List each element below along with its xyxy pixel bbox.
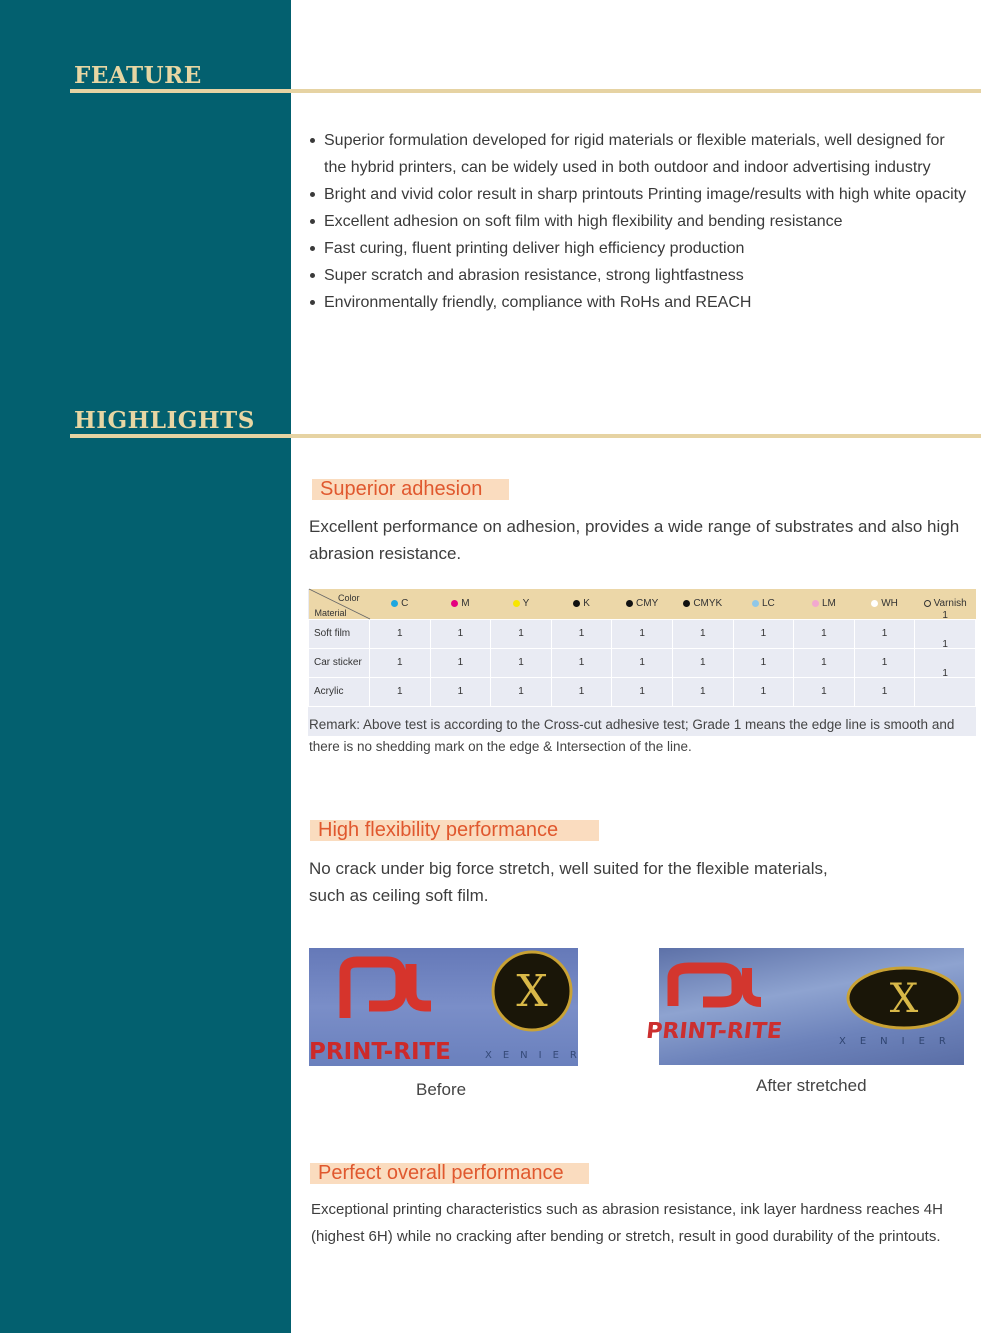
color-dot-icon xyxy=(451,600,458,607)
overall-text: Exceptional printing characteristics such as abrasion resistance, ink layer hardness reaches 4H (highest 6H) while no cracking after bending or stretch, result in good durability of the printouts. xyxy=(311,1201,943,1245)
color-dot-icon xyxy=(812,600,819,607)
highlights-title: HIGHLIGHTS xyxy=(74,407,255,434)
feature-item: Bright and vivid color result in sharp printouts Printing image/results with high white opacity xyxy=(309,181,969,208)
grade-cell: 1 xyxy=(370,677,431,706)
corner-material-label: Material xyxy=(314,607,347,618)
svg-text:PRINT-RITE: PRINT-RITE xyxy=(644,1019,784,1044)
color-dot-icon xyxy=(871,600,878,607)
col-header-cmyk: CMYK xyxy=(672,589,733,619)
grade-cell: 1 xyxy=(612,619,673,648)
grade-cell: 1 xyxy=(612,648,673,677)
flexibility-text-line1: No crack under big force stretch, well suited for the flexible materials, xyxy=(309,859,828,878)
svg-text:X: X xyxy=(889,976,919,1022)
col-header-k: K xyxy=(551,589,612,619)
grade-cell: 1 xyxy=(733,648,794,677)
adhesion-heading: Superior adhesion xyxy=(312,479,509,500)
flexibility-heading: High flexibility performance xyxy=(310,820,599,841)
grade-cell: 1 xyxy=(794,619,855,648)
svg-text:XENIER: XENIER xyxy=(485,1050,588,1061)
color-dot-icon xyxy=(513,600,520,607)
grade-cell: 1 xyxy=(794,648,855,677)
before-photo-art xyxy=(309,948,588,1066)
col-header-c: C xyxy=(370,589,431,619)
col-header-y: Y xyxy=(491,589,552,619)
svg-text:XENIER: XENIER xyxy=(839,1036,960,1047)
feature-item: Excellent adhesion on soft film with high flexibility and bending resistance xyxy=(309,208,969,235)
col-header-wh: WH xyxy=(854,589,915,619)
feature-item: Fast curing, fluent printing deliver high efficiency production xyxy=(309,235,969,262)
svg-text:X: X xyxy=(516,966,548,1017)
grade-cell: 1 xyxy=(370,619,431,648)
col-header-m: M xyxy=(430,589,491,619)
flexibility-text-line2: such as ceiling soft film. xyxy=(309,886,489,905)
col-header-varnish: Varnish xyxy=(915,589,976,619)
color-dot-icon xyxy=(924,600,931,607)
material-cell: Acrylic xyxy=(309,677,370,706)
grade-cell: 1 xyxy=(915,677,976,706)
color-dot-icon xyxy=(752,600,759,607)
color-dot-icon xyxy=(626,600,633,607)
table-row xyxy=(309,619,976,648)
corner-color-label: Color xyxy=(337,593,360,603)
feature-title: FEATURE xyxy=(74,62,202,89)
after-photo-art xyxy=(644,948,964,1065)
adhesion-remark: Remark: Above test is according to the Cross-cut adhesive test; Grade 1 means the edge line is smooth and there is no shedding mark on the edge & Intersection of the line. xyxy=(309,717,955,754)
feature-item: Superior formulation developed for rigid materials or flexible materials, well designed for the hybrid printers, can be widely used in both outdoor and indoor advertising industry xyxy=(309,127,969,181)
grade-cell: 1 xyxy=(854,648,915,677)
grade-cell: 1 xyxy=(430,619,491,648)
adhesion-text: Excellent performance on adhesion, provides a wide range of substrates and also high abrasion resistance. xyxy=(309,517,960,563)
table-row xyxy=(309,648,976,677)
grade-cell: 1 xyxy=(733,677,794,706)
after-stretched-caption: After stretched xyxy=(756,1076,867,1095)
feature-item: Super scratch and abrasion resistance, strong lightfastness xyxy=(309,262,969,289)
before-caption: Before xyxy=(416,1080,467,1099)
grade-cell: 1 xyxy=(733,619,794,648)
grade-cell: 1 xyxy=(672,677,733,706)
table-corner xyxy=(309,589,370,619)
color-dot-icon xyxy=(683,600,690,607)
grade-cell: 1 xyxy=(430,648,491,677)
svg-text:PRINT-RITE: PRINT-RITE xyxy=(309,1039,451,1065)
grade-cell: 1 xyxy=(491,619,552,648)
col-header-lc: LC xyxy=(733,589,794,619)
grade-cell: 1 xyxy=(491,677,552,706)
grade-cell: 1 xyxy=(370,648,431,677)
grade-cell: 1 xyxy=(551,648,612,677)
material-cell: Soft film xyxy=(309,619,370,648)
grade-cell: 1 xyxy=(794,677,855,706)
grade-cell: 1 xyxy=(612,677,673,706)
highlights-divider xyxy=(70,434,981,438)
col-header-lm: LM xyxy=(794,589,855,619)
grade-cell: 1 xyxy=(551,677,612,706)
feature-list xyxy=(309,127,969,316)
grade-cell: 1 xyxy=(672,648,733,677)
grade-cell: 1 xyxy=(915,619,976,648)
material-cell: Car sticker xyxy=(309,648,370,677)
grade-cell: 1 xyxy=(854,677,915,706)
before-photo xyxy=(309,948,588,1066)
grade-cell: 1 xyxy=(551,619,612,648)
color-dot-icon xyxy=(391,600,398,607)
grade-cell: 1 xyxy=(491,648,552,677)
col-header-cmy: CMY xyxy=(612,589,673,619)
feature-divider xyxy=(70,89,981,93)
grade-cell: 1 xyxy=(854,619,915,648)
feature-item: Environmentally friendly, compliance with RoHs and REACH xyxy=(309,289,969,316)
grade-cell: 1 xyxy=(430,677,491,706)
grade-cell: 1 xyxy=(915,648,976,677)
table-row xyxy=(309,677,976,706)
after-stretched-photo xyxy=(644,948,964,1065)
grade-cell: 1 xyxy=(672,619,733,648)
left-color-bar xyxy=(0,0,291,1333)
overall-heading: Perfect overall performance xyxy=(310,1163,589,1184)
color-dot-icon xyxy=(573,600,580,607)
